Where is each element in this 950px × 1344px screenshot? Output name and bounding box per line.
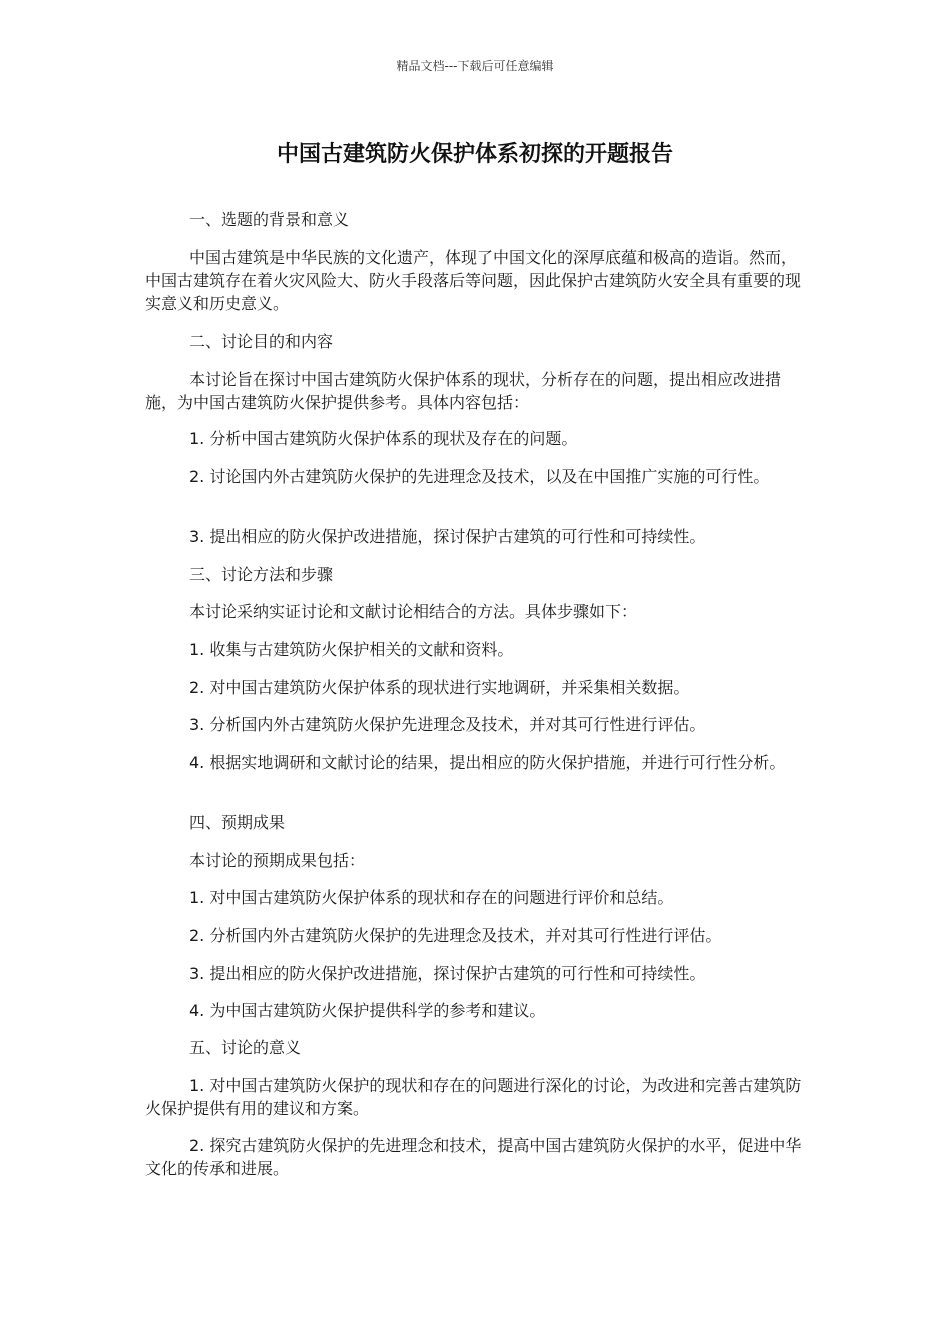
paragraph-results: 本讨论的预期成果包括： <box>189 851 366 870</box>
section-heading-1: 一、选题的背景和意义 <box>189 210 350 229</box>
section-heading-2: 二、讨论目的和内容 <box>189 332 334 351</box>
page-header: 精品文档---下载后可任意编辑 <box>396 59 554 73</box>
list-item: 1. 分析中国古建筑防火保护体系的现状及存在的问题。 <box>189 429 578 448</box>
list-item: 2. 分析国内外古建筑防火保护的先进理念及技术，并对其可行性进行评估。 <box>189 926 722 945</box>
section-heading-3: 三、讨论方法和步骤 <box>189 565 334 584</box>
list-item: 2. 探究古建筑防火保护的先进理念和技术，提高中国古建筑防火保护的水平，促进中华文化的传承和进展。 <box>145 1136 802 1178</box>
list-item: 4. 为中国古建筑防火保护提供科学的参考和建议。 <box>189 1001 546 1020</box>
section-heading-5: 五、讨论的意义 <box>189 1038 302 1057</box>
document-title: 中国古建筑防火保护体系初探的开题报告 <box>276 142 673 167</box>
section-heading-4: 四、预期成果 <box>189 813 286 832</box>
paragraph-background: 中国古建筑是中华民族的文化遗产，体现了中国文化的深厚底蕴和极高的造诣。然而，中国古建筑存在着火灾风险大、防火手段落后等问题，因此保护古建筑防火安全具有重要的现实意义和历史意义。 <box>145 248 802 313</box>
list-item: 4. 根据实地调研和文献讨论的结果，提出相应的防火保护措施，并进行可行性分析。 <box>189 753 786 772</box>
list-item: 1. 对中国古建筑防火保护的现状和存在的问题进行深化的讨论，为改进和完善古建筑防火保护提供有用的建议和方案。 <box>145 1076 802 1118</box>
list-item: 1. 收集与古建筑防火保护相关的文献和资料。 <box>189 640 514 659</box>
list-item: 1. 对中国古建筑防火保护体系的现状和存在的问题进行评价和总结。 <box>189 888 674 907</box>
list-item: 3. 提出相应的防火保护改进措施，探讨保护古建筑的可行性和可持续性。 <box>189 527 706 546</box>
list-item: 3. 提出相应的防火保护改进措施，探讨保护古建筑的可行性和可持续性。 <box>189 964 706 983</box>
paragraph-method: 本讨论采纳实证讨论和文献讨论相结合的方法。具体步骤如下： <box>189 602 638 621</box>
list-item: 2. 讨论国内外古建筑防火保护的先进理念及技术，以及在中国推广实施的可行性。 <box>189 467 770 486</box>
paragraph-purpose: 本讨论旨在探讨中国古建筑防火保护体系的现状，分析存在的问题，提出相应改进措施，为中国古建筑防火保护提供参考。具体内容包括： <box>145 370 782 412</box>
list-item: 3. 分析国内外古建筑防火保护先进理念及技术，并对其可行性进行评估。 <box>189 715 706 734</box>
list-item: 2. 对中国古建筑防火保护体系的现状进行实地调研，并采集相关数据。 <box>189 678 690 697</box>
